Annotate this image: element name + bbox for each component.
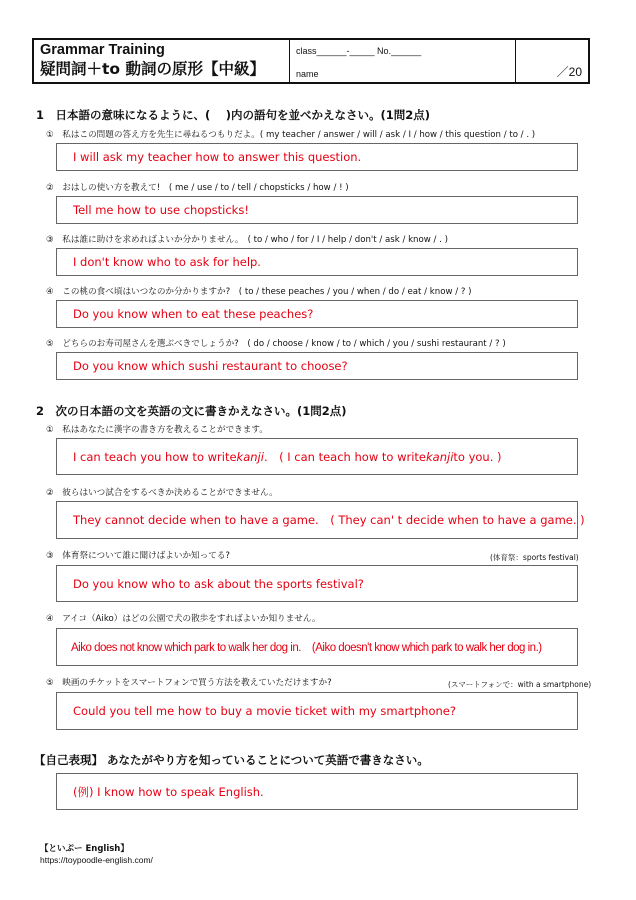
vocab-note: (スマートフォンで：with a smartphone): [448, 680, 592, 689]
vocab-note: (体育祭：sports festival): [490, 553, 579, 562]
section2-heading: 2 次の日本語の文を英語の文に書きかえなさい。(1問2点): [36, 404, 347, 418]
footer-brand: 【といぷー English】: [40, 844, 129, 854]
answer-italic-word: kanji: [426, 449, 454, 464]
class-number-label: class______-_____ No.______: [296, 46, 422, 56]
title-japanese: 疑問詞＋to 動詞の原形【中級】: [40, 60, 265, 78]
score-cell: [516, 40, 588, 82]
worksheet-header: [32, 38, 590, 84]
question-prompt: ⑤ 映画のチケットをスマートフォンで買う方法を教えていただけますか?: [46, 678, 332, 688]
answer-italic-word: kanji: [236, 449, 264, 464]
answer-box: Do you know which sushi restaurant to choose?: [56, 352, 578, 380]
question-prompt: ④ アイコ（Aiko）はどの公園で犬の散歩をすればよいか知りません。: [46, 614, 321, 624]
question-prompt: ③ 体育祭について誰に聞けばよいか知ってる?: [46, 551, 230, 561]
answer-box: I will ask my teacher how to answer this question.: [56, 143, 578, 171]
answer-text: I can teach you how to write: [73, 449, 237, 464]
question-prompt: ③ 私は誰に助けを求めればよいか分かりません。 ( to / who / for / I / help / don't / ask / know / . ): [46, 235, 448, 245]
answer-box: Do you know who to ask about the sports festival?: [56, 565, 578, 602]
class-name-cell: [290, 40, 516, 82]
question-prompt: ① 私はこの問題の答え方を先生に尋ねるつもりだよ。( my teacher / answer / will / ask / I / how / this question / to / . ): [46, 130, 536, 140]
answer-box: I don't know who to ask for help.: [56, 248, 578, 276]
question-prompt: ① 私はあなたに漢字の書き方を教えることができます。: [46, 425, 268, 435]
title-cell: [34, 40, 290, 82]
answer-box: Do you know when to eat these peaches?: [56, 300, 578, 328]
question-prompt: ② おはしの使い方を教えて! ( me / use / to / tell / chopsticks / how / ! ): [46, 183, 349, 193]
answer-text: . ( I can teach how to write: [263, 449, 426, 464]
section1-heading: 1 日本語の意味になるように、( )内の語句を並べかえなさい。(1問2点): [36, 108, 431, 122]
answer-box: Tell me how to use chopsticks!: [56, 196, 578, 224]
question-prompt: ④ この桃の食べ頃はいつなのか分かりますか? ( to / these peaches / you / when / do / eat / know / ? ): [46, 287, 472, 297]
answer-box: (例) I know how to speak English.: [56, 773, 578, 810]
question-prompt: ② 彼らはいつ試合をするべきか決めることができません。: [46, 488, 278, 498]
question-prompt: ⑤ どちらのお寿司屋さんを選ぶべきでしょうか? ( do / choose / know / to / which / you / sushi restaurant / ? ): [46, 339, 506, 349]
answer-box: They cannot decide when to have a game. ( They can' t decide when to have a game. ): [56, 501, 578, 539]
footer-url: https://toypoodle-english.com/: [40, 855, 153, 865]
answer-box: [56, 438, 578, 475]
answer-text: to you. ): [453, 449, 502, 464]
answer-box: Aiko does not know which park to walk her dog in. (Aiko doesn't know which park to walk her dog in.): [56, 628, 578, 666]
self-expression-heading: 【自己表現】 あなたがやり方を知っていることについて英語で書きなさい。: [34, 753, 429, 767]
score-total: ／20: [556, 65, 582, 79]
name-label: name: [296, 69, 319, 79]
answer-box: Could you tell me how to buy a movie ticket with my smartphone?: [56, 692, 578, 730]
title-english: Grammar Training: [40, 42, 165, 58]
